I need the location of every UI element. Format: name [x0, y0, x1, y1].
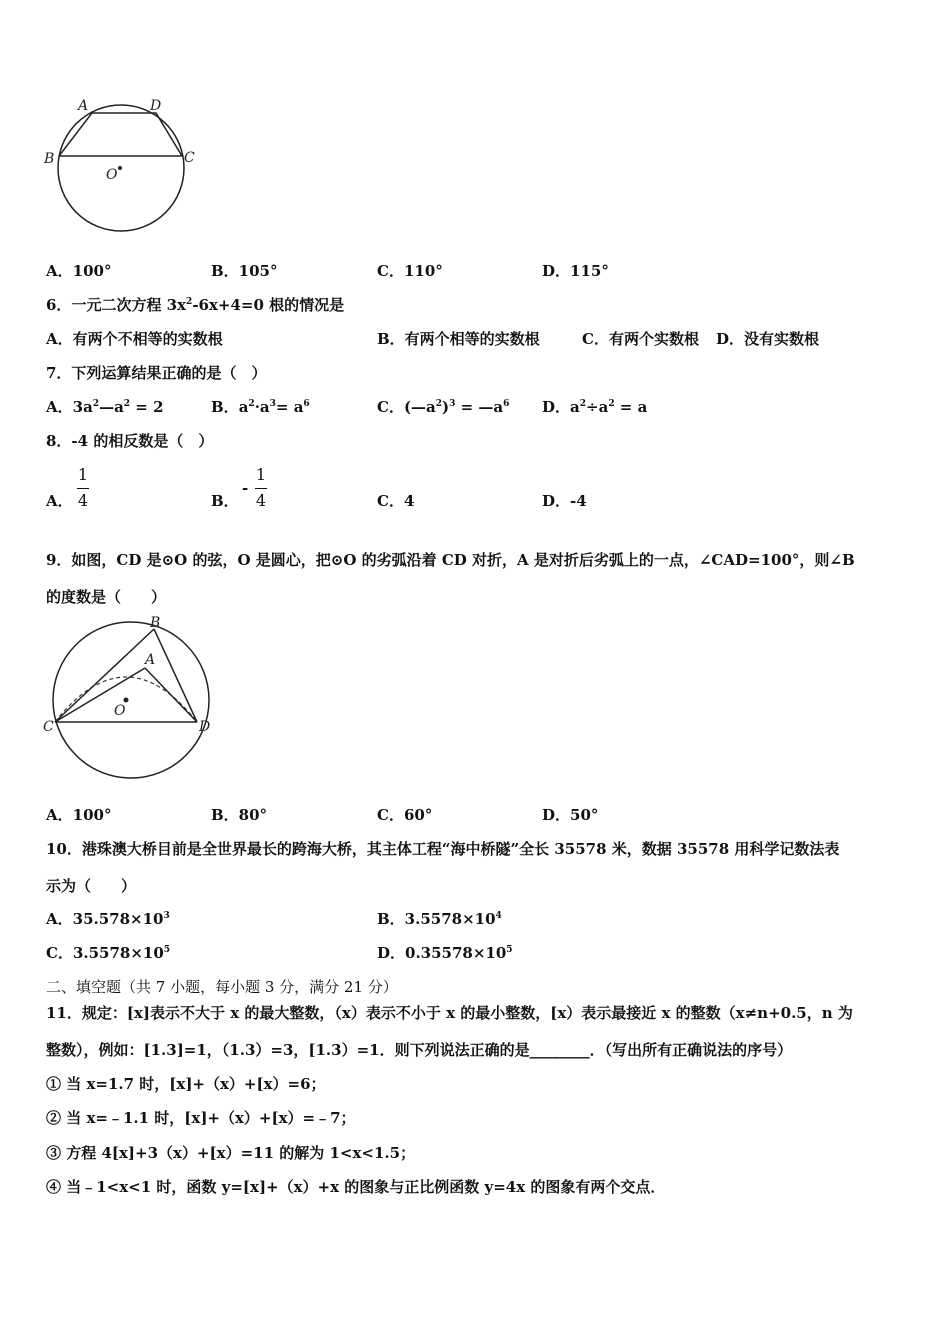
- q9-option-b[interactable]: B．80°: [211, 806, 268, 824]
- label-c: C: [184, 150, 195, 166]
- label-a: A: [78, 98, 89, 114]
- q5-option-c[interactable]: C．110°: [377, 262, 443, 280]
- q11-item-3: ③ 方程 4[x]+3（x）+[x）=11 的解为 1<x<1.5；: [46, 1144, 416, 1162]
- figure-circle-folded-arc: [40, 612, 220, 782]
- q6-option-b[interactable]: B．有两个相等的实数根: [377, 330, 540, 348]
- q10-option-b[interactable]: B．$3.5578\times 10^4$: [377, 910, 502, 928]
- q7-option-b[interactable]: B．$a^2\cdot a^3= a^6$: [211, 398, 310, 416]
- q5-option-d[interactable]: D．115°: [542, 262, 609, 280]
- q6-post: -6x+4=0 根的情况是: [192, 296, 345, 314]
- q8-b-numerator: 1: [255, 465, 267, 484]
- q8-a-denominator: 4: [77, 491, 89, 510]
- label-b: B: [44, 151, 55, 167]
- q9-stem-line1: 9．如图，CD 是⊙O 的弦，O 是圆心，把⊙O 的劣弧沿着 CD 对折，A 是对折后劣弧上的一点，∠CAD=100°，则∠B: [46, 551, 855, 569]
- q10-option-d[interactable]: D．$0.35578\times 10^5$: [377, 944, 513, 962]
- q11-stem-line2: 整数），例如：[1.3]=1，（1.3）=3，[1.3）=1．则下列说法正确的是________．（写出所有正确说法的序号）: [46, 1041, 793, 1059]
- q8-option-b[interactable]: B．: [211, 492, 239, 510]
- q10-option-c[interactable]: C．$3.5578\times 10^5$: [46, 944, 171, 962]
- label-b: B: [150, 615, 161, 631]
- label-c: C: [43, 719, 54, 735]
- label-a: A: [145, 652, 156, 668]
- q6-pre: 一元二次方程 3x: [71, 296, 187, 314]
- q9-stem-line2: 的度数是（ ）: [46, 588, 167, 606]
- q10-option-a[interactable]: A．$35.578\times 10^3$: [46, 910, 170, 928]
- q6-option-a[interactable]: A．有两个不相等的实数根: [46, 330, 223, 348]
- q10-stem-line1: 10．港珠澳大桥目前是全世界最长的跨海大桥，其主体工程“海中桥隧”全长 35578 米，数据 35578 用科学记数法表: [46, 840, 840, 858]
- q8-option-d[interactable]: D．-4: [542, 492, 587, 510]
- q6-option-c[interactable]: C．有两个实数根: [582, 330, 699, 348]
- q7-option-a[interactable]: A．$3a^2—a^2 = 2$: [46, 398, 164, 416]
- q8-option-c[interactable]: C．4: [377, 492, 415, 510]
- label-d: D: [150, 98, 162, 114]
- q7-stem: 7．下列运算结果正确的是（ ）: [46, 364, 267, 382]
- q9-option-a[interactable]: A．100°: [46, 806, 112, 824]
- q9-option-d[interactable]: D．50°: [542, 806, 599, 824]
- q5-option-b[interactable]: B．105°: [211, 262, 278, 280]
- section-title: 二、填空题（共 7 小题，每小题 3 分，满分 21 分）: [46, 978, 398, 996]
- center-point: [118, 166, 122, 170]
- label-o: O: [114, 703, 126, 719]
- q7-option-d[interactable]: D．$a^2\div a^2 = a$: [542, 398, 648, 416]
- center-point: [124, 698, 129, 703]
- label-o: O: [106, 167, 118, 183]
- circle-o: [53, 622, 209, 778]
- q8-b-fraction-bar: [255, 488, 267, 489]
- segment-cb: [55, 629, 154, 722]
- q9-option-c[interactable]: C．60°: [377, 806, 433, 824]
- figure-circle-abcd: [40, 92, 210, 242]
- segment-ca: [55, 668, 145, 722]
- segment-ad: [145, 668, 197, 722]
- q7-option-c[interactable]: C．$(—a^2)^3$ = $—a^6$: [377, 398, 510, 416]
- q11-item-1: ① 当 x=1.7 时，[x]+（x）+[x）=6；: [46, 1075, 326, 1093]
- q5-option-a[interactable]: A．100°: [46, 262, 112, 280]
- q8-b-denominator: 4: [255, 491, 267, 510]
- q10-stem-line2: 示为（ ）: [46, 877, 137, 895]
- q8-stem: 8．-4 的相反数是（ ）: [46, 432, 214, 450]
- label-d: D: [199, 719, 211, 735]
- segment-bd: [154, 629, 197, 722]
- q6-stem: [46, 295, 344, 315]
- q8-b-sign: -: [242, 479, 249, 497]
- q6-sup: 2: [186, 297, 193, 307]
- q6-option-d[interactable]: D．没有实数根: [716, 330, 820, 348]
- q8-a-numerator: 1: [77, 465, 89, 484]
- q11-item-4: ④ 当﹣1<x<1 时，函数 y=[x]+（x）+x 的图象与正比例函数 y=4x 的图象有两个交点．: [46, 1178, 666, 1196]
- q8-option-a[interactable]: A．: [46, 492, 73, 510]
- q11-item-2: ② 当 x=﹣1.1 时，[x]+（x）+[x）=﹣7；: [46, 1109, 356, 1127]
- q8-a-fraction-bar: [77, 488, 89, 489]
- q6-num: 6．: [46, 296, 72, 314]
- q11-stem-line1: 11．规定：[x]表示不大于 x 的最大整数，（x）表示不小于 x 的最小整数，[x）表示最接近 x 的整数（x≠n+0.5，n 为: [46, 1004, 853, 1022]
- quadrilateral-abdc: [59, 113, 182, 156]
